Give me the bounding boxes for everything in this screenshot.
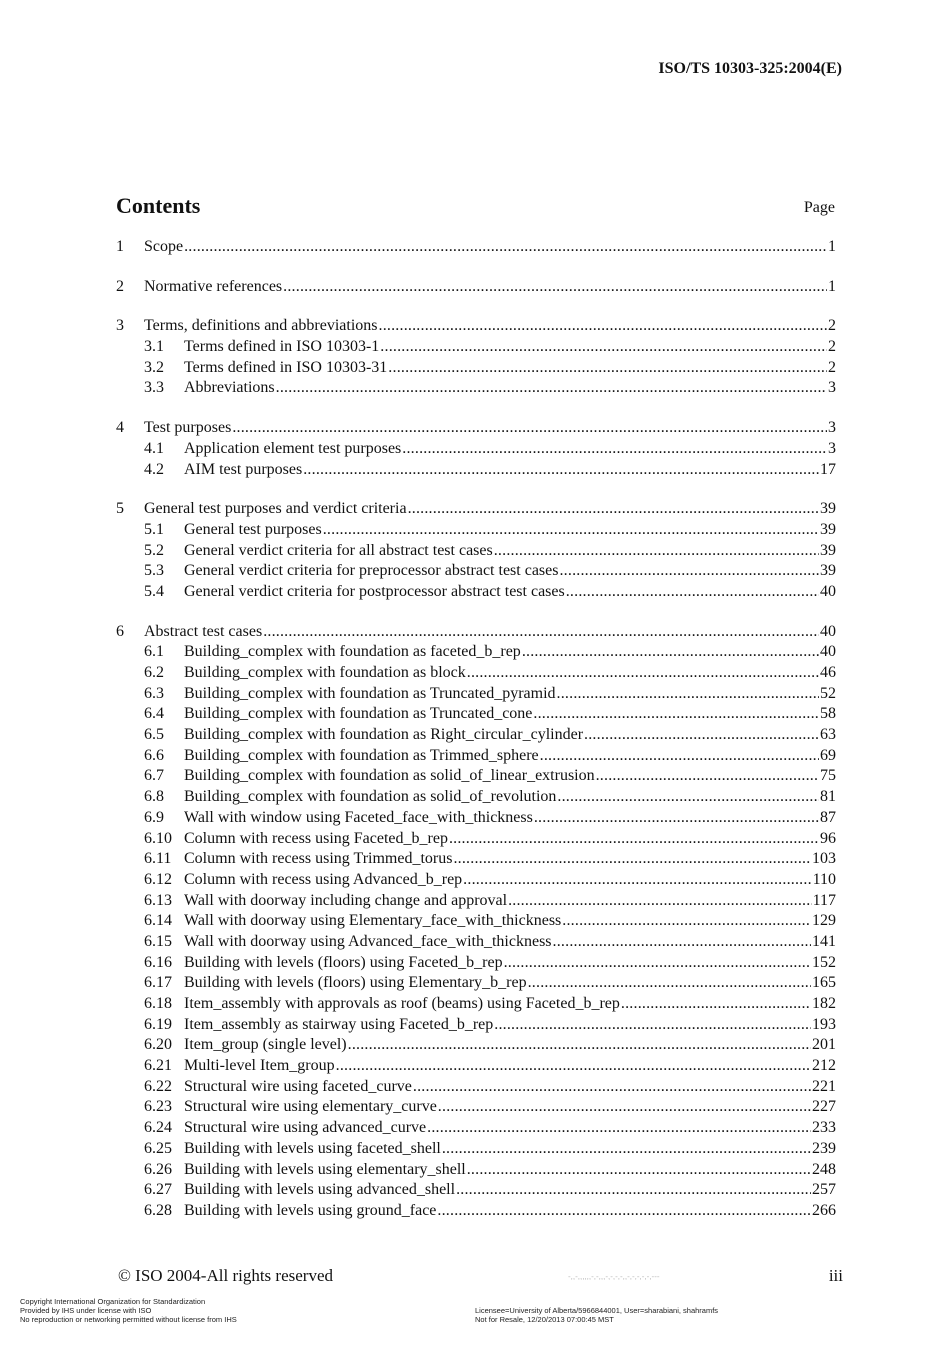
toc-entry[interactable] [116, 1056, 836, 1077]
copyright-notice: © ISO 2004-All rights reserved [118, 1266, 333, 1285]
toc-entry-number: 6.23 [144, 1098, 172, 1116]
toc-leader-dots [557, 684, 819, 705]
toc-entry-page: 266 [812, 1201, 836, 1219]
toc-entry[interactable] [116, 1118, 836, 1139]
toc-entry[interactable] [116, 622, 836, 643]
page-column-label: Page [803, 199, 835, 216]
toc-entry[interactable] [116, 1097, 836, 1118]
license-line: Copyright International Organization for Standardization [20, 1297, 206, 1306]
toc-entry-page: 75 [820, 767, 836, 785]
toc-entry-label: Building_complex with foundation as solid_of_linear_extrusion [184, 767, 595, 785]
toc-entry[interactable] [116, 642, 836, 663]
toc-entry-number: 5.3 [144, 562, 164, 580]
toc-entry-label: Structural wire using faceted_curve [184, 1077, 412, 1095]
toc-entry-label: Structural wire using elementary_curve [184, 1098, 437, 1116]
toc-entry-number: 6.20 [144, 1036, 172, 1054]
contents-title: Contents [116, 193, 201, 218]
toc-entry[interactable] [116, 932, 836, 953]
toc-entry[interactable] [116, 378, 836, 399]
toc-entry-page: 39 [820, 500, 836, 518]
toc-entry-page: 233 [812, 1119, 836, 1137]
toc-entry-page: 165 [812, 974, 836, 992]
toc-entry-label: Abbreviations [184, 379, 275, 397]
toc-entry[interactable] [116, 1180, 836, 1201]
toc-entry-label: Structural wire using advanced_curve [184, 1119, 427, 1137]
toc-entry-number: 6.8 [144, 788, 164, 806]
toc-entry-page: 257 [812, 1181, 836, 1199]
toc-entry[interactable] [116, 1160, 836, 1181]
toc-entry[interactable] [116, 725, 836, 746]
toc-leader-dots [557, 787, 819, 808]
toc-entry-label: Wall with doorway using Advanced_face_with_thickness [184, 932, 552, 950]
toc-entry-label: Building with levels using advanced_shell [184, 1181, 456, 1199]
toc-entry-number: 4.1 [144, 439, 164, 457]
toc-entry-number: 3 [116, 317, 124, 335]
toc-entry-number: 2 [116, 277, 124, 295]
toc-entry[interactable] [116, 1015, 836, 1036]
toc-entry-number: 6.4 [144, 705, 164, 723]
toc-entry[interactable] [116, 499, 836, 520]
toc-entry-number: 6.26 [144, 1160, 172, 1178]
toc-entry[interactable] [116, 746, 836, 767]
toc-entry-number: 1 [116, 238, 124, 255]
toc-leader-dots [596, 766, 819, 787]
toc-entry-label: Building_complex with foundation as block [184, 664, 466, 681]
toc-leader-dots [427, 1118, 811, 1139]
toc-entry-label: Building_complex with foundation as Right_circular_cylinder [184, 726, 584, 744]
toc-entry[interactable] [116, 808, 836, 829]
toc-entry-label: Wall with doorway using Elementary_face_with_thickness [184, 912, 562, 930]
toc-leader-dots [336, 1056, 811, 1077]
toc-entry-label: Terms defined in ISO 10303-31 [184, 358, 388, 376]
table-of-contents [116, 237, 836, 1222]
toc-entry-page: 40 [820, 622, 836, 640]
toc-leader-dots [467, 663, 819, 684]
toc-entry[interactable] [116, 277, 836, 298]
toc-entry-page: 103 [812, 850, 836, 868]
toc-entry-page: 96 [820, 829, 836, 847]
toc-entry[interactable] [116, 1139, 836, 1160]
toc-leader-dots [566, 582, 819, 603]
toc-leader-dots [508, 891, 812, 912]
toc-entry-page: 40 [820, 643, 836, 661]
toc-entry[interactable] [116, 891, 836, 912]
toc-entry[interactable] [116, 1035, 836, 1056]
toc-entry-label: Wall with doorway including change and approval [184, 891, 508, 909]
toc-entry[interactable] [116, 1201, 836, 1222]
toc-entry-page: 110 [812, 870, 836, 888]
toc-entry-number: 3.2 [144, 358, 164, 376]
toc-leader-dots [467, 1160, 811, 1181]
toc-leader-dots [456, 1180, 811, 1201]
toc-entry[interactable] [116, 994, 836, 1015]
toc-leader-dots [283, 277, 827, 298]
toc-leader-dots [402, 439, 827, 460]
toc-entry-label: AIM test purposes [184, 460, 303, 478]
toc-entry-number: 3.3 [144, 379, 164, 397]
toc-entry-number: 6.6 [144, 746, 164, 764]
toc-entry-label: Building_complex with foundation as faceted_b_rep [184, 643, 521, 661]
toc-entry-number: 5.2 [144, 541, 164, 559]
toc-entry-label: Column with recess using Trimmed_torus [184, 850, 453, 868]
toc-entry[interactable] [116, 704, 836, 725]
toc-entry[interactable] [116, 337, 836, 358]
toc-leader-dots [379, 316, 828, 337]
toc-entry[interactable] [116, 911, 836, 932]
toc-leader-dots [413, 1077, 811, 1098]
toc-entry-label: General verdict criteria for preprocessor abstract test cases [184, 562, 559, 580]
toc-entry-number: 6.2 [144, 664, 164, 681]
toc-entry-number: 3.1 [144, 338, 164, 356]
toc-entry-page: 3 [828, 439, 836, 457]
toc-entry-label: Test purposes [144, 419, 232, 437]
toc-leader-dots [562, 911, 811, 932]
toc-entry-number: 6.14 [144, 912, 172, 930]
toc-entry-page: 141 [812, 932, 836, 950]
toc-leader-dots [232, 418, 827, 439]
toc-entry-number: 4 [116, 419, 124, 437]
toc-entry-number: 5 [116, 500, 124, 518]
toc-entry-page: 2 [828, 358, 836, 376]
toc-entry-label: Abstract test cases [144, 622, 263, 640]
toc-entry[interactable] [116, 953, 836, 974]
toc-entry-label: Item_assembly with approvals as roof (beams) using Faceted_b_rep [184, 995, 620, 1012]
toc-entry[interactable] [116, 358, 836, 379]
toc-entry-label: Building with levels (floors) using Faceted_b_rep [184, 953, 503, 971]
toc-entry-page: 46 [820, 664, 836, 681]
toc-entry[interactable] [116, 766, 836, 787]
toc-leader-dots [504, 953, 811, 974]
toc-entry[interactable] [116, 684, 836, 705]
toc-entry-number: 6.18 [144, 995, 172, 1012]
toc-entry-page: 248 [812, 1160, 836, 1178]
toc-entry-number: 6.28 [144, 1201, 172, 1219]
toc-entry-label: Building_complex with foundation as solid_of_revolution [184, 788, 557, 806]
toc-entry-number: 6.19 [144, 1015, 172, 1033]
toc-leader-dots [303, 460, 819, 481]
toc-entry-page: 201 [812, 1036, 836, 1054]
toc-entry-page: 2 [828, 317, 836, 335]
toc-entry-number: 6.21 [144, 1057, 172, 1075]
toc-entry-label: Building with levels (floors) using Elementary_b_rep [184, 974, 527, 992]
toc-entry-label: General test purposes and verdict criteria [144, 500, 407, 518]
license-notice-left [20, 1297, 237, 1324]
toc-entry-page: 221 [812, 1077, 836, 1095]
toc-leader-dots [528, 973, 811, 994]
toc-entry[interactable] [116, 870, 836, 891]
toc-leader-dots [494, 541, 819, 562]
toc-entry-number: 6.13 [144, 891, 172, 909]
toc-entry-number: 6.7 [144, 767, 164, 785]
toc-entry-page: 81 [820, 788, 836, 806]
toc-leader-dots [540, 746, 819, 767]
toc-leader-dots [263, 622, 819, 643]
toc-leader-dots [621, 994, 811, 1015]
toc-entry-page: 52 [820, 684, 836, 702]
toc-leader-dots [494, 1015, 811, 1036]
toc-entry[interactable] [116, 973, 836, 994]
toc-entry-number: 6.17 [144, 974, 172, 992]
toc-entry-page: 212 [812, 1057, 836, 1075]
toc-entry[interactable] [116, 541, 836, 562]
toc-entry[interactable] [116, 1077, 836, 1098]
toc-entry-label: General verdict criteria for postprocessor abstract test cases [184, 582, 565, 600]
toc-entry-page: 3 [828, 419, 836, 437]
toc-entry-page: 227 [812, 1098, 836, 1116]
license-notice-right [475, 1306, 718, 1324]
page-number: iii [828, 1266, 843, 1285]
toc-entry-page: 193 [812, 1015, 836, 1033]
toc-entry[interactable] [116, 316, 836, 337]
toc-leader-dots [438, 1097, 811, 1118]
toc-entry-number: 5.4 [144, 582, 164, 600]
toc-entry[interactable] [116, 582, 836, 603]
toc-entry-label: Building_complex with foundation as Truncated_cone [184, 705, 533, 723]
toc-leader-dots [184, 237, 827, 258]
toc-leader-dots [584, 725, 819, 746]
toc-entry[interactable] [116, 829, 836, 850]
toc-entry-page: 152 [812, 953, 836, 971]
toc-entry-page: 3 [828, 379, 836, 397]
toc-leader-dots [463, 870, 811, 891]
toc-entry-label: Column with recess using Advanced_b_rep [184, 870, 463, 888]
toc-entry-page: 40 [820, 582, 836, 600]
watermark-text: -,,-,,,,,,-,-,,,-,-,-,-,,-,-,-,-,-,--- [568, 1272, 660, 1281]
toc-entry-page: 58 [820, 705, 836, 723]
toc-entry[interactable] [116, 849, 836, 870]
toc-entry-page: 2 [828, 338, 836, 356]
toc-leader-dots [388, 358, 827, 379]
toc-entry-label: Column with recess using Faceted_b_rep [184, 829, 448, 847]
toc-entry[interactable] [116, 561, 836, 582]
toc-entry-label: General test purposes [184, 520, 322, 538]
toc-entry-label: Terms, definitions and abbreviations [144, 317, 378, 335]
toc-leader-dots [553, 932, 811, 953]
license-line: Provided by IHS under license with ISO [20, 1306, 152, 1315]
toc-entry-page: 117 [812, 891, 836, 909]
toc-entry-page: 17 [820, 460, 836, 478]
toc-entry-label: Item_group (single level) [184, 1036, 347, 1054]
toc-entry-label: Scope [144, 238, 184, 255]
toc-entry-label: Building with levels using faceted_shell [184, 1139, 441, 1157]
toc-entry-number: 6 [116, 622, 124, 640]
toc-entry-page: 39 [820, 541, 836, 559]
toc-entry-number: 6.1 [144, 643, 164, 661]
toc-entry-number: 6.22 [144, 1077, 172, 1095]
toc-leader-dots [437, 1201, 811, 1222]
toc-entry-label: Normative references [144, 277, 283, 295]
toc-entry-label: Building with levels using ground_face [184, 1201, 437, 1219]
toc-entry-number: 6.27 [144, 1181, 172, 1199]
toc-entry[interactable] [116, 439, 836, 460]
toc-entry-number: 6.3 [144, 684, 164, 702]
toc-entry-number: 6.9 [144, 808, 164, 826]
toc-entry-page: 69 [820, 746, 836, 764]
toc-entry-label: General verdict criteria for all abstract test cases [184, 541, 493, 559]
toc-entry-page: 182 [812, 995, 836, 1012]
toc-entry-number: 6.16 [144, 953, 172, 971]
toc-entry-number: 5.1 [144, 520, 164, 538]
license-line: Not for Resale, 12/20/2013 07:00:45 MST [475, 1315, 614, 1324]
toc-entry-label: Application element test purposes [184, 439, 402, 457]
toc-leader-dots [380, 337, 827, 358]
license-line: No reproduction or networking permitted without license from IHS [20, 1315, 237, 1324]
toc-entry-page: 63 [820, 726, 836, 744]
document-id-header: ISO/TS 10303-325:2004(E) [658, 60, 842, 77]
toc-entry-number: 6.15 [144, 932, 172, 950]
toc-entry-label: Item_assembly as stairway using Faceted_b_rep [184, 1015, 494, 1033]
toc-entry-number: 6.5 [144, 726, 164, 744]
toc-entry-label: Building with levels using elementary_shell [184, 1160, 466, 1178]
toc-entry-label: Building_complex with foundation as Trimmed_sphere [184, 746, 539, 764]
toc-entry-number: 6.11 [144, 850, 172, 868]
toc-entry[interactable] [116, 460, 836, 481]
toc-entry-page: 239 [812, 1139, 836, 1157]
toc-entry-label: Multi-level Item_group [184, 1057, 335, 1075]
toc-leader-dots [276, 378, 827, 399]
toc-entry[interactable] [116, 520, 836, 541]
toc-leader-dots [323, 520, 819, 541]
toc-entry[interactable] [116, 787, 836, 808]
toc-entry[interactable] [116, 237, 836, 258]
toc-leader-dots [442, 1139, 811, 1160]
toc-entry-page: 1 [828, 277, 836, 295]
toc-leader-dots [533, 704, 819, 725]
toc-leader-dots [453, 849, 811, 870]
toc-entry-page: 39 [820, 562, 836, 580]
toc-entry[interactable] [116, 418, 836, 439]
toc-leader-dots [449, 829, 819, 850]
toc-entry-number: 6.24 [144, 1119, 172, 1137]
toc-entry[interactable] [116, 663, 836, 684]
toc-entry-label: Terms defined in ISO 10303-1 [184, 338, 380, 356]
toc-leader-dots [559, 561, 819, 582]
toc-entry-number: 6.12 [144, 870, 172, 888]
license-line: Licensee=University of Alberta/5966844001, User=sharabiani, shahramfs [475, 1306, 719, 1315]
toc-entry-label: Building_complex with foundation as Truncated_pyramid [184, 684, 556, 702]
toc-entry-number: 6.10 [144, 829, 172, 847]
toc-entry-page: 87 [820, 808, 836, 826]
toc-entry-number: 4.2 [144, 460, 164, 478]
toc-entry-label: Wall with window using Faceted_face_with_thickness [184, 808, 533, 826]
toc-entry-page: 1 [828, 238, 836, 255]
toc-entry-number: 6.25 [144, 1139, 172, 1157]
toc-entry-page: 39 [820, 520, 836, 538]
toc-leader-dots [522, 642, 819, 663]
toc-leader-dots [348, 1035, 811, 1056]
toc-entry-page: 129 [812, 912, 836, 930]
toc-leader-dots [534, 808, 819, 829]
toc-leader-dots [408, 499, 819, 520]
